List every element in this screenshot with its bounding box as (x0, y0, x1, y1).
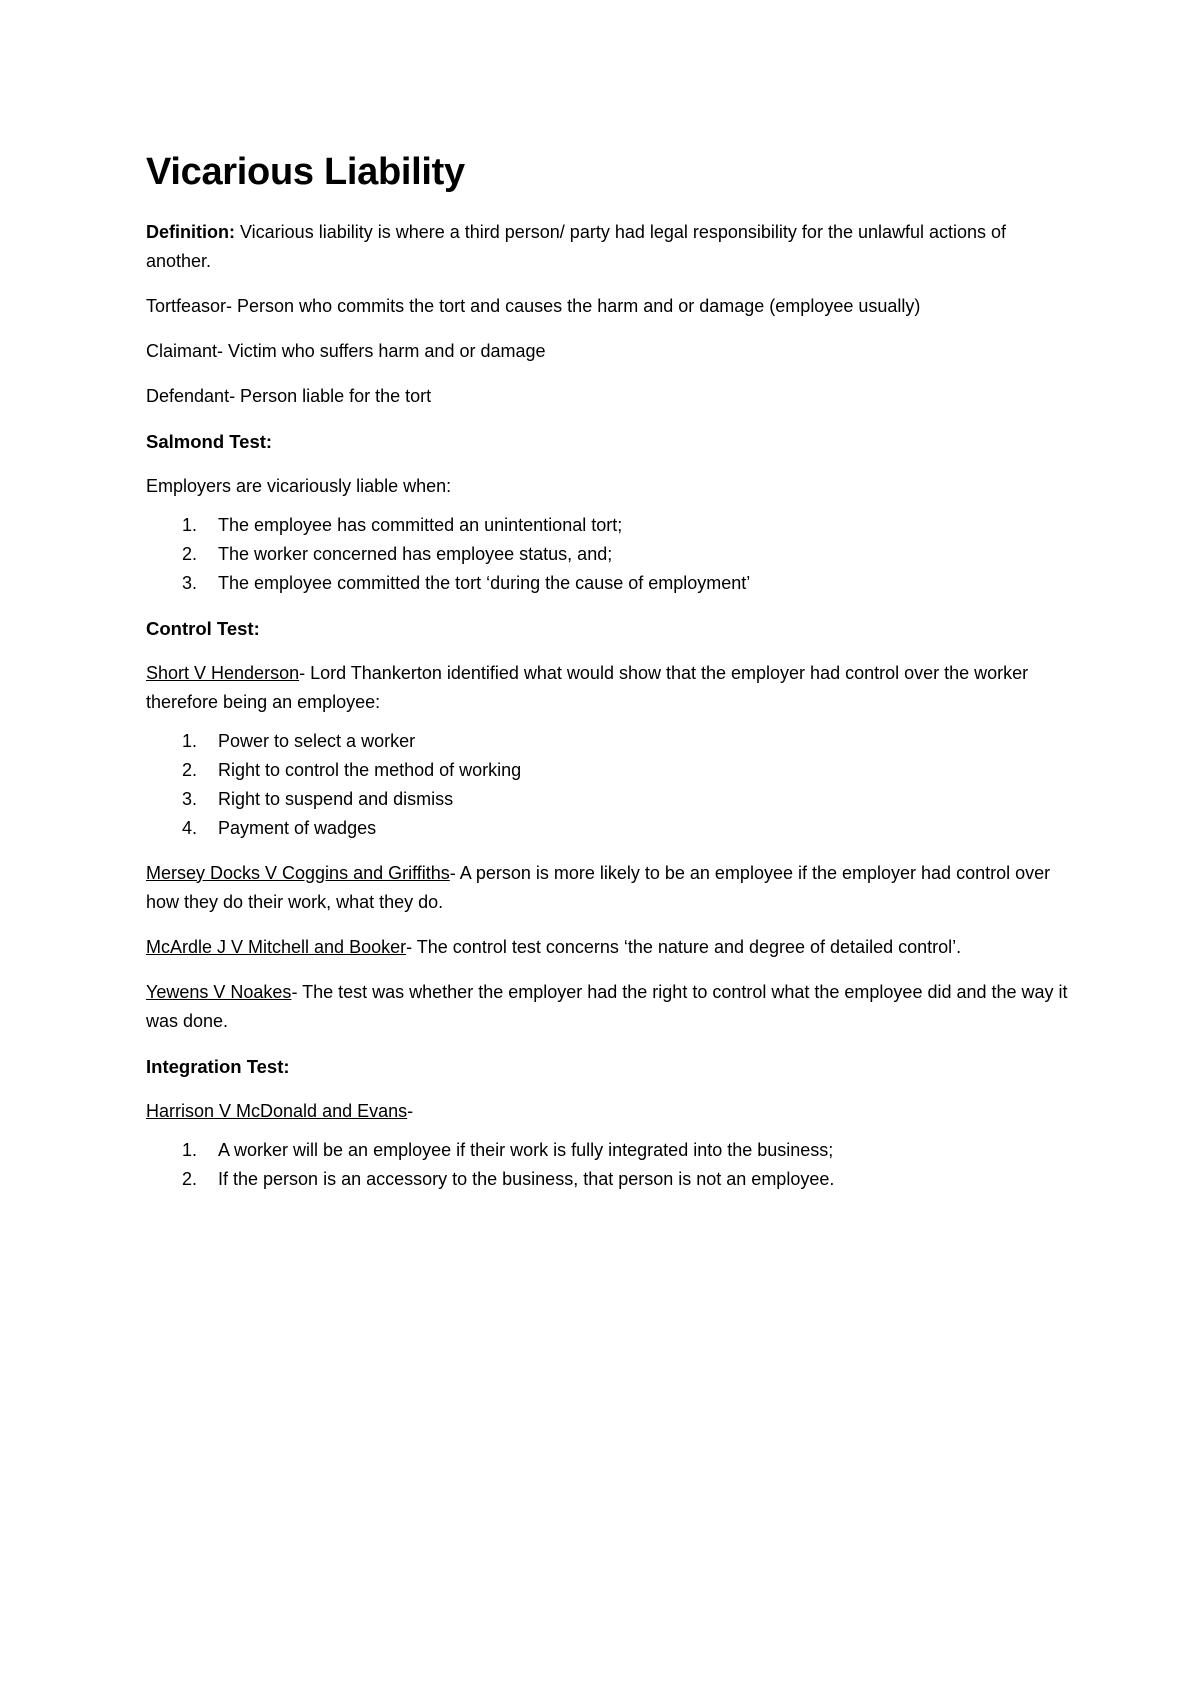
case-text: - The control test concerns ‘the nature and degree of detailed control’. (406, 936, 962, 957)
case-name-short-v-henderson: Short V Henderson (146, 662, 300, 683)
list-text: Right to suspend and dismiss (218, 788, 454, 809)
case-text: - Lord Thankerton identified what would show that the employer had control over the worker therefore being an employee: (146, 662, 1029, 712)
list-item (146, 785, 1076, 814)
list-number: 3. (182, 788, 198, 809)
case-name-harrison: Harrison V McDonald and Evans (146, 1100, 408, 1121)
term-tortfeasor: Tortfeasor- Person who commits the tort and causes the harm and or damage (employee usually) (146, 295, 921, 316)
list-text: The worker concerned has employee status, and; (218, 543, 613, 564)
list-number: 1. (182, 730, 198, 751)
page-title: Vicarious Liability (146, 151, 465, 193)
list-text: Power to select a worker (218, 730, 416, 751)
list-number: 1. (182, 1139, 198, 1160)
definition-label: Definition: (146, 221, 235, 242)
list-item (146, 727, 1076, 756)
salmond-test-heading: Salmond Test: (146, 430, 273, 452)
list-item (146, 511, 1076, 540)
integration-list (146, 1136, 1076, 1194)
list-item (146, 756, 1076, 785)
list-number: 3. (182, 572, 198, 593)
list-item (146, 569, 1076, 598)
mcardle-paragraph (146, 933, 1076, 962)
definition-text: Vicarious liability is where a third person/ party had legal responsibility for the unlawful actions of another. (146, 221, 1007, 271)
case-name-yewens: Yewens V Noakes (146, 981, 292, 1002)
mersey-docks-paragraph (146, 859, 1076, 917)
list-number: 2. (182, 1168, 198, 1189)
list-item (146, 1136, 1076, 1165)
control-list (146, 727, 1076, 843)
list-number: 2. (182, 543, 198, 564)
case-text: - The test was whether the employer had the right to control what the employee did and the way it was done. (146, 981, 1068, 1031)
case-name-mcardle: McArdle J V Mitchell and Booker (146, 936, 407, 957)
term-defendant: Defendant- Person liable for the tort (146, 385, 432, 406)
yewens-paragraph (146, 978, 1076, 1036)
document-page (146, 150, 1076, 1194)
salmond-list (146, 511, 1076, 598)
short-v-henderson-paragraph (146, 659, 1076, 717)
list-item (146, 1165, 1076, 1194)
term-claimant: Claimant- Victim who suffers harm and or damage (146, 340, 546, 361)
list-text: The employee has committed an unintentional tort; (218, 514, 623, 535)
control-test-heading: Control Test: (146, 617, 260, 639)
salmond-intro: Employers are vicariously liable when: (146, 475, 452, 496)
list-text: A worker will be an employee if their work is fully integrated into the business; (218, 1139, 834, 1160)
integration-test-heading: Integration Test: (146, 1055, 290, 1077)
list-number: 2. (182, 759, 198, 780)
list-text: The employee committed the tort ‘during the cause of employment’ (218, 572, 751, 593)
list-item (146, 814, 1076, 843)
case-text: - A person is more likely to be an employee if the employer had control over how they do their work, what they do. (146, 862, 1051, 912)
case-name-mersey-docks: Mersey Docks V Coggins and Griffiths (146, 862, 450, 883)
list-number: 1. (182, 514, 198, 535)
definition-paragraph (146, 218, 1076, 276)
list-number: 4. (182, 817, 198, 838)
list-text: If the person is an accessory to the business, that person is not an employee. (218, 1168, 835, 1189)
list-item (146, 540, 1076, 569)
list-text: Payment of wadges (218, 817, 377, 838)
list-text: Right to control the method of working (218, 759, 522, 780)
case-text: - (407, 1100, 414, 1121)
harrison-paragraph (146, 1097, 1076, 1126)
